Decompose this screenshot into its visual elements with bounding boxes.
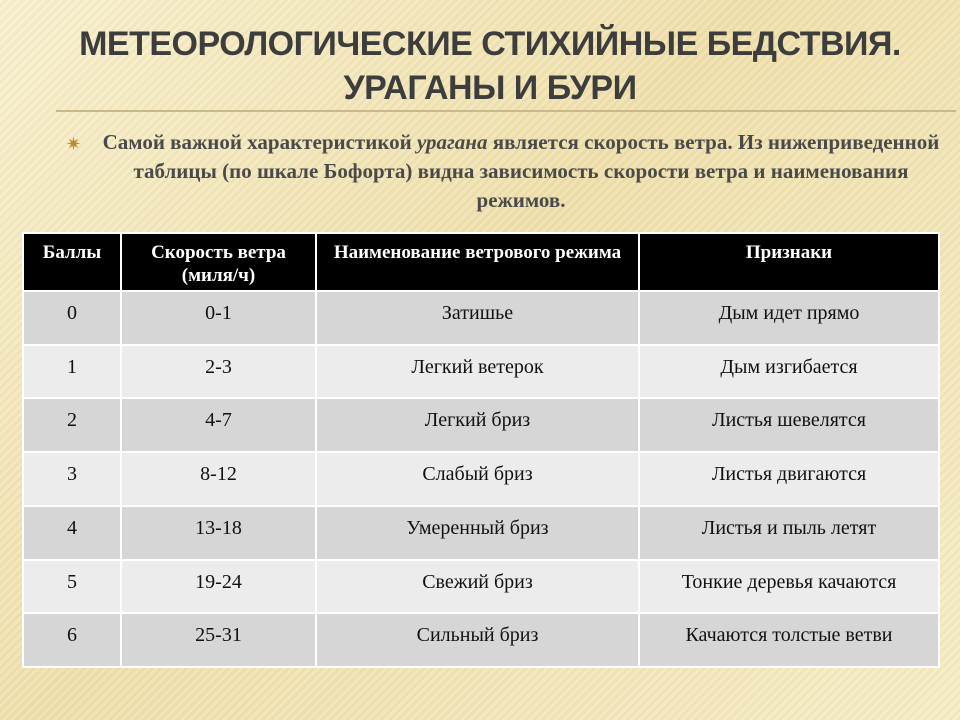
slide-title [60, 22, 920, 110]
cell-regime: Сильный бриз [316, 613, 639, 667]
cell-regime: Легкий ветерок [316, 345, 639, 399]
intro-text-part2: является скорость ветра. Из нижеприведенной таблицы (по шкале Бофорта) видна зависимость скорости ветра и наименования режимов. [133, 130, 940, 212]
cell-speed: 0-1 [121, 291, 316, 345]
cell-regime: Легкий бриз [316, 398, 639, 452]
table-row [23, 398, 939, 452]
cell-regime: Умеренный бриз [316, 506, 639, 560]
title-line-2: УРАГАНЫ И БУРИ [343, 69, 637, 107]
table-header-row [23, 233, 939, 291]
beaufort-table [22, 232, 940, 668]
table-row [23, 506, 939, 560]
cell-signs: Листья шевелятся [639, 398, 939, 452]
cell-points: 4 [23, 506, 121, 560]
cell-signs: Качаются толстые ветви [639, 613, 939, 667]
cell-points: 5 [23, 560, 121, 614]
cell-speed: 2-3 [121, 345, 316, 399]
intro-text-part1: Самой важной характеристикой [102, 130, 418, 154]
header-points: Баллы [23, 233, 121, 291]
title-line-1: МЕТЕОРОЛОГИЧЕСКИЕ СТИХИЙНЫЕ БЕДСТВИЯ. [79, 25, 901, 63]
header-regime-name: Наименование ветрового режима [316, 233, 639, 291]
cell-speed: 13-18 [121, 506, 316, 560]
cell-regime: Свежий бриз [316, 560, 639, 614]
cell-speed: 19-24 [121, 560, 316, 614]
intro-paragraph [96, 128, 946, 215]
cell-points: 6 [23, 613, 121, 667]
cell-speed: 25-31 [121, 613, 316, 667]
cell-signs: Тонкие деревья качаются [639, 560, 939, 614]
table-row [23, 452, 939, 506]
cell-points: 2 [23, 398, 121, 452]
cell-signs: Листья и пыль летят [639, 506, 939, 560]
cell-points: 1 [23, 345, 121, 399]
intro-emphasis: урагана [417, 130, 488, 154]
cell-points: 3 [23, 452, 121, 506]
header-wind-speed: Скорость ветра (миля/ч) [121, 233, 316, 291]
cell-speed: 4-7 [121, 398, 316, 452]
cell-signs: Дым идет прямо [639, 291, 939, 345]
table-row [23, 613, 939, 667]
table-row [23, 560, 939, 614]
cell-signs: Дым изгибается [639, 345, 939, 399]
star-bullet-icon: ✷ [66, 134, 82, 155]
cell-regime: Слабый бриз [316, 452, 639, 506]
cell-regime: Затишье [316, 291, 639, 345]
header-signs: Признаки [639, 233, 939, 291]
cell-signs: Листья двигаются [639, 452, 939, 506]
table-row [23, 291, 939, 345]
cell-points: 0 [23, 291, 121, 345]
table-row [23, 345, 939, 399]
cell-speed: 8-12 [121, 452, 316, 506]
title-divider [56, 110, 956, 112]
